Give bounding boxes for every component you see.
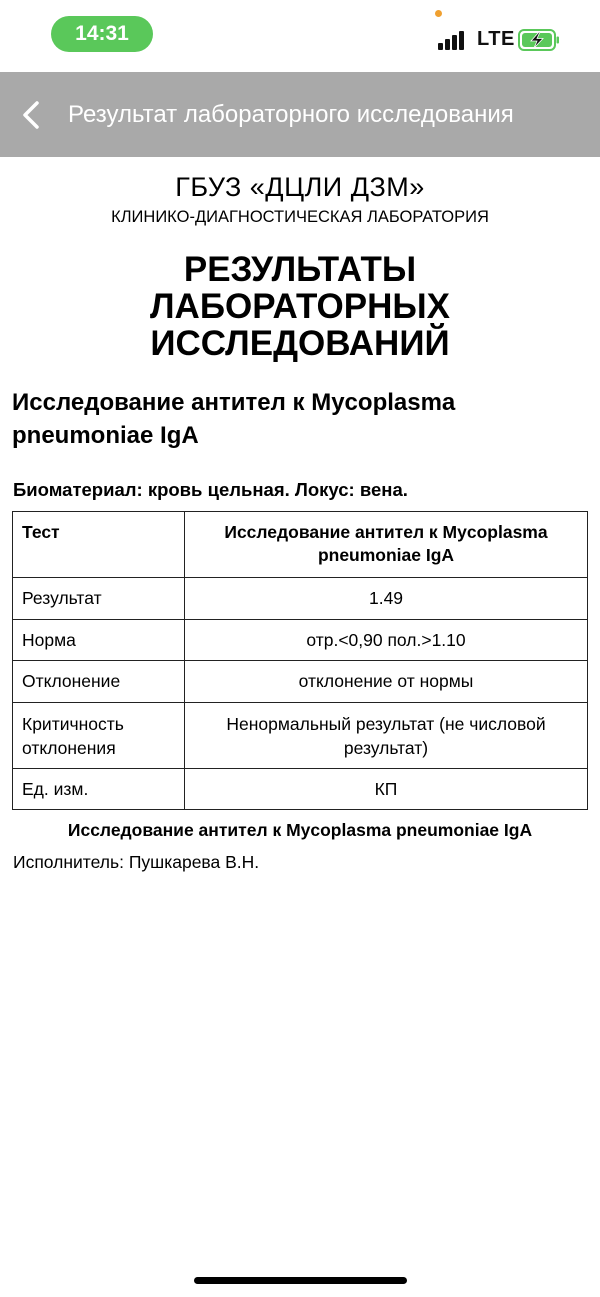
status-bar [0, 0, 600, 72]
row-value: отр.<0,90 пол.>1.10 [185, 620, 588, 661]
home-indicator[interactable] [194, 1277, 407, 1284]
executor-info: Исполнитель: Пушкарева В.Н. [13, 852, 260, 872]
battery-charging-icon [518, 29, 560, 51]
row-value: КП [185, 769, 588, 810]
organization-name: ГБУЗ «ДЦЛИ ДЗМ» [175, 172, 425, 202]
status-time[interactable]: 14:31 [51, 16, 153, 52]
network-type: LTE [477, 28, 515, 50]
row-value: отклонение от нормы [185, 661, 588, 703]
signal-icon [438, 30, 470, 50]
table-header-row [13, 512, 588, 578]
row-label: Критичность отклонения [13, 703, 185, 769]
chevron-left-icon[interactable] [18, 99, 46, 131]
table-row [13, 703, 588, 769]
privacy-indicator-dot [435, 10, 442, 17]
table-row [13, 578, 588, 620]
footer-study-title: Исследование антител к Mycoplasma pneumoniae IgA [67, 820, 533, 840]
main-title-line: ИССЛЕДОВАНИЙ [150, 324, 450, 363]
table-row [13, 769, 588, 810]
main-title-line: РЕЗУЛЬТАТЫ [183, 250, 417, 289]
row-value: Ненормальный результат (не числовой результат) [185, 703, 588, 769]
row-label: Результат [13, 578, 185, 620]
table-row [13, 661, 588, 703]
biomaterial-info: Биоматериал: кровь цельная. Локус: вена. [13, 479, 408, 500]
header-value-cell: Исследование антител к Mycoplasma pneumoniae IgA [185, 512, 588, 578]
row-value: 1.49 [185, 578, 588, 620]
results-table [12, 511, 588, 810]
row-label: Норма [13, 620, 185, 661]
navigation-bar [0, 72, 600, 157]
study-title: Исследование антител к Mycoplasma pneumoniae IgA [12, 389, 456, 449]
main-title [0, 251, 600, 362]
row-label: Отклонение [13, 661, 185, 703]
laboratory-name: КЛИНИКО-ДИАГНОСТИЧЕСКАЯ ЛАБОРАТОРИЯ [111, 208, 489, 226]
nav-title: Результат лабораторного исследования [68, 101, 514, 128]
table-row [13, 620, 588, 661]
header-label-cell: Тест [13, 512, 185, 578]
main-title-line: ЛАБОРАТОРНЫХ [150, 287, 450, 326]
row-label: Ед. изм. [13, 769, 185, 810]
